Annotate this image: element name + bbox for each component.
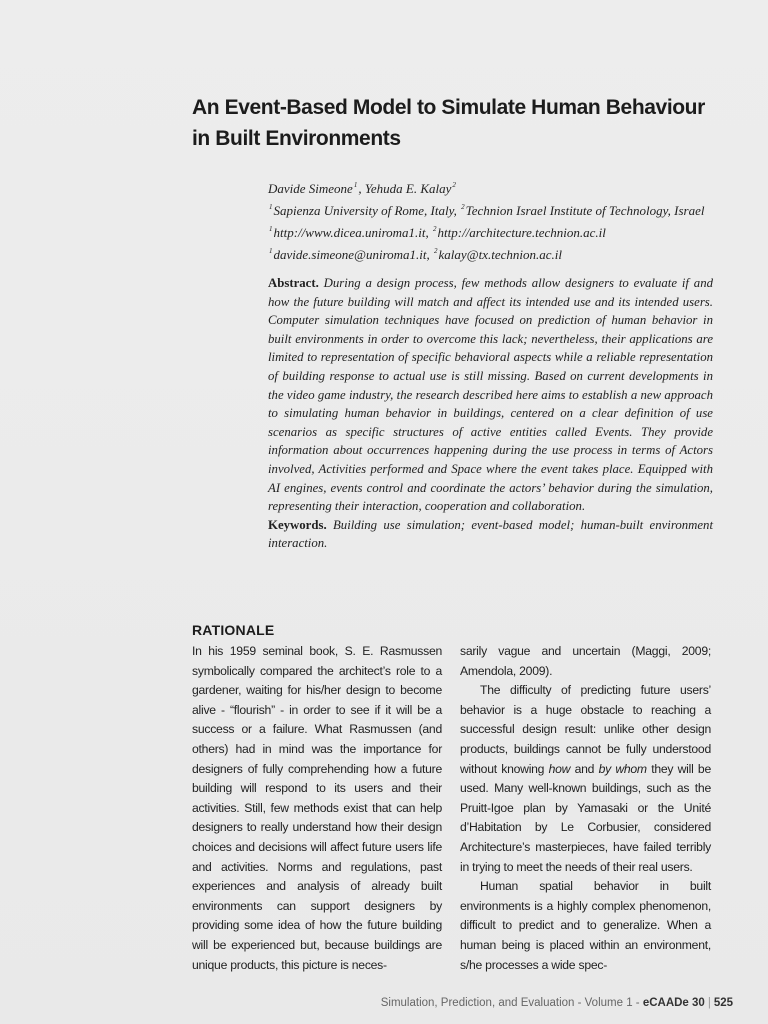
body-text: The difficulty of predicting future users’ behavior is a huge obstacle to reaching a successful design result: unlike other design products, buildings cannot be fully understood without knowing bbox=[460, 683, 711, 776]
emphasis-text: by whom bbox=[598, 761, 647, 776]
body-text: they will be used. Many well-known buildings, such as the Pruitt-Igoe plan by Yamasaki or the Unité d’Habitation by Le Corbusier, considered Architecture’s masterpieces, have failed terribly in trying to meet the needs of their real users. bbox=[460, 761, 711, 874]
body-text: and bbox=[570, 761, 599, 776]
body-paragraph: sarily vague and uncertain (Maggi, 2009; Amendola, 2009). bbox=[460, 644, 711, 678]
author-separator: , bbox=[358, 181, 365, 196]
author-email[interactable]: kalay@tx.technion.ac.il bbox=[438, 247, 563, 262]
body-paragraph: Human spatial behavior in built environments is a highly complex phenomenon, difficult to predict and to generalize. When a human being is placed within an environment, s/he processes a wide spec- bbox=[460, 879, 711, 972]
body-column-left bbox=[192, 642, 442, 975]
affiliation-mark: 1 bbox=[269, 203, 273, 211]
author-name: Davide Simeone bbox=[268, 181, 353, 196]
author-urls bbox=[268, 220, 728, 242]
author-name: Yehuda E. Kalay bbox=[364, 181, 452, 196]
author-affiliations bbox=[268, 198, 728, 220]
abstract-paragraph bbox=[268, 274, 713, 516]
author-email[interactable]: davide.simeone@uniroma1.it, bbox=[273, 247, 434, 262]
affiliation-mark: 1 bbox=[353, 181, 358, 189]
keywords-paragraph bbox=[268, 516, 713, 553]
body-paragraph bbox=[460, 681, 711, 877]
affiliation: Sapienza University of Rome, Italy, bbox=[273, 203, 461, 218]
affiliation-mark: 2 bbox=[433, 225, 437, 233]
emphasis-text: how bbox=[548, 761, 571, 776]
body-paragraph: In his 1959 seminal book, S. E. Rasmussen symbolically compared the architect’s role to a gardener, waiting for his/her design to become alive - “flourish” - in order to see if it will be a success or a failure. What Rasmussen (and others) had in mind was the importance for designers of fully comprehending how a future building will respond to its users and their activities. Still, few methods exist that can help designers to really understand how their design choices and decisions will affect future users life and activities. Norms and regulations, past experiences and analysis of already built environments can support designers by providing some idea of how the future building will be experienced but, because buildings are unique products, this picture is neces- bbox=[192, 644, 442, 972]
footer-series: Simulation, Prediction, and Evaluation - Volume 1 - bbox=[380, 997, 643, 1009]
affiliation-mark: 2 bbox=[461, 203, 465, 211]
author-url[interactable]: http://architecture.technion.ac.il bbox=[437, 225, 606, 240]
footer-separator: | bbox=[707, 997, 711, 1009]
body-column-right bbox=[460, 642, 711, 975]
author-names bbox=[268, 176, 728, 198]
page-number: 525 bbox=[713, 997, 733, 1009]
paper-title: An Event-Based Model to Simulate Human Behaviour in Built Environments bbox=[192, 96, 705, 150]
affiliation-mark: 2 bbox=[434, 247, 438, 255]
author-url[interactable]: http://www.dicea.uniroma1.it, bbox=[273, 225, 433, 240]
section-heading: RATIONALE bbox=[192, 622, 275, 638]
abstract-block bbox=[268, 274, 713, 553]
footer-conference: eCAADe 30 bbox=[642, 997, 705, 1009]
affiliation: Technion Israel Institute of Technology, Israel bbox=[465, 203, 705, 218]
keywords-label: Keywords. bbox=[268, 517, 327, 532]
author-emails bbox=[268, 242, 728, 264]
abstract-text: During a design process, few methods allow designers to evaluate if and how the future building will match and affect its intended use and its intended users. Computer simulation techniques have focused on prediction of human behavior in built environments in order to overcome this lack; nevertheless, their applications are limited to representation of specific behavioral aspects while a reliable representation of building response to actual use is still missing. Based on current developments in the video game industry, the research described here aims to establish a new approach to simulating human behavior in buildings, centered on a clear definition of use scenarios as specific structures of active entities called Events. They provide information about occurrences happening during the use process in terms of Actors involved, Activities performed and Space where the event takes place. Equipped with AI engines, events control and coordinate the actors’ behavior during the simulation, representing their interaction, cooperation and collaboration. bbox=[268, 276, 713, 514]
abstract-label: Abstract. bbox=[268, 276, 319, 290]
affiliation-mark: 2 bbox=[452, 181, 456, 189]
page-footer bbox=[0, 997, 733, 1009]
keywords-text: Building use simulation; event-based model; human-built environment interaction. bbox=[268, 517, 714, 551]
author-block bbox=[268, 176, 728, 264]
affiliation-mark: 1 bbox=[269, 225, 273, 233]
affiliation-mark: 1 bbox=[269, 247, 273, 255]
